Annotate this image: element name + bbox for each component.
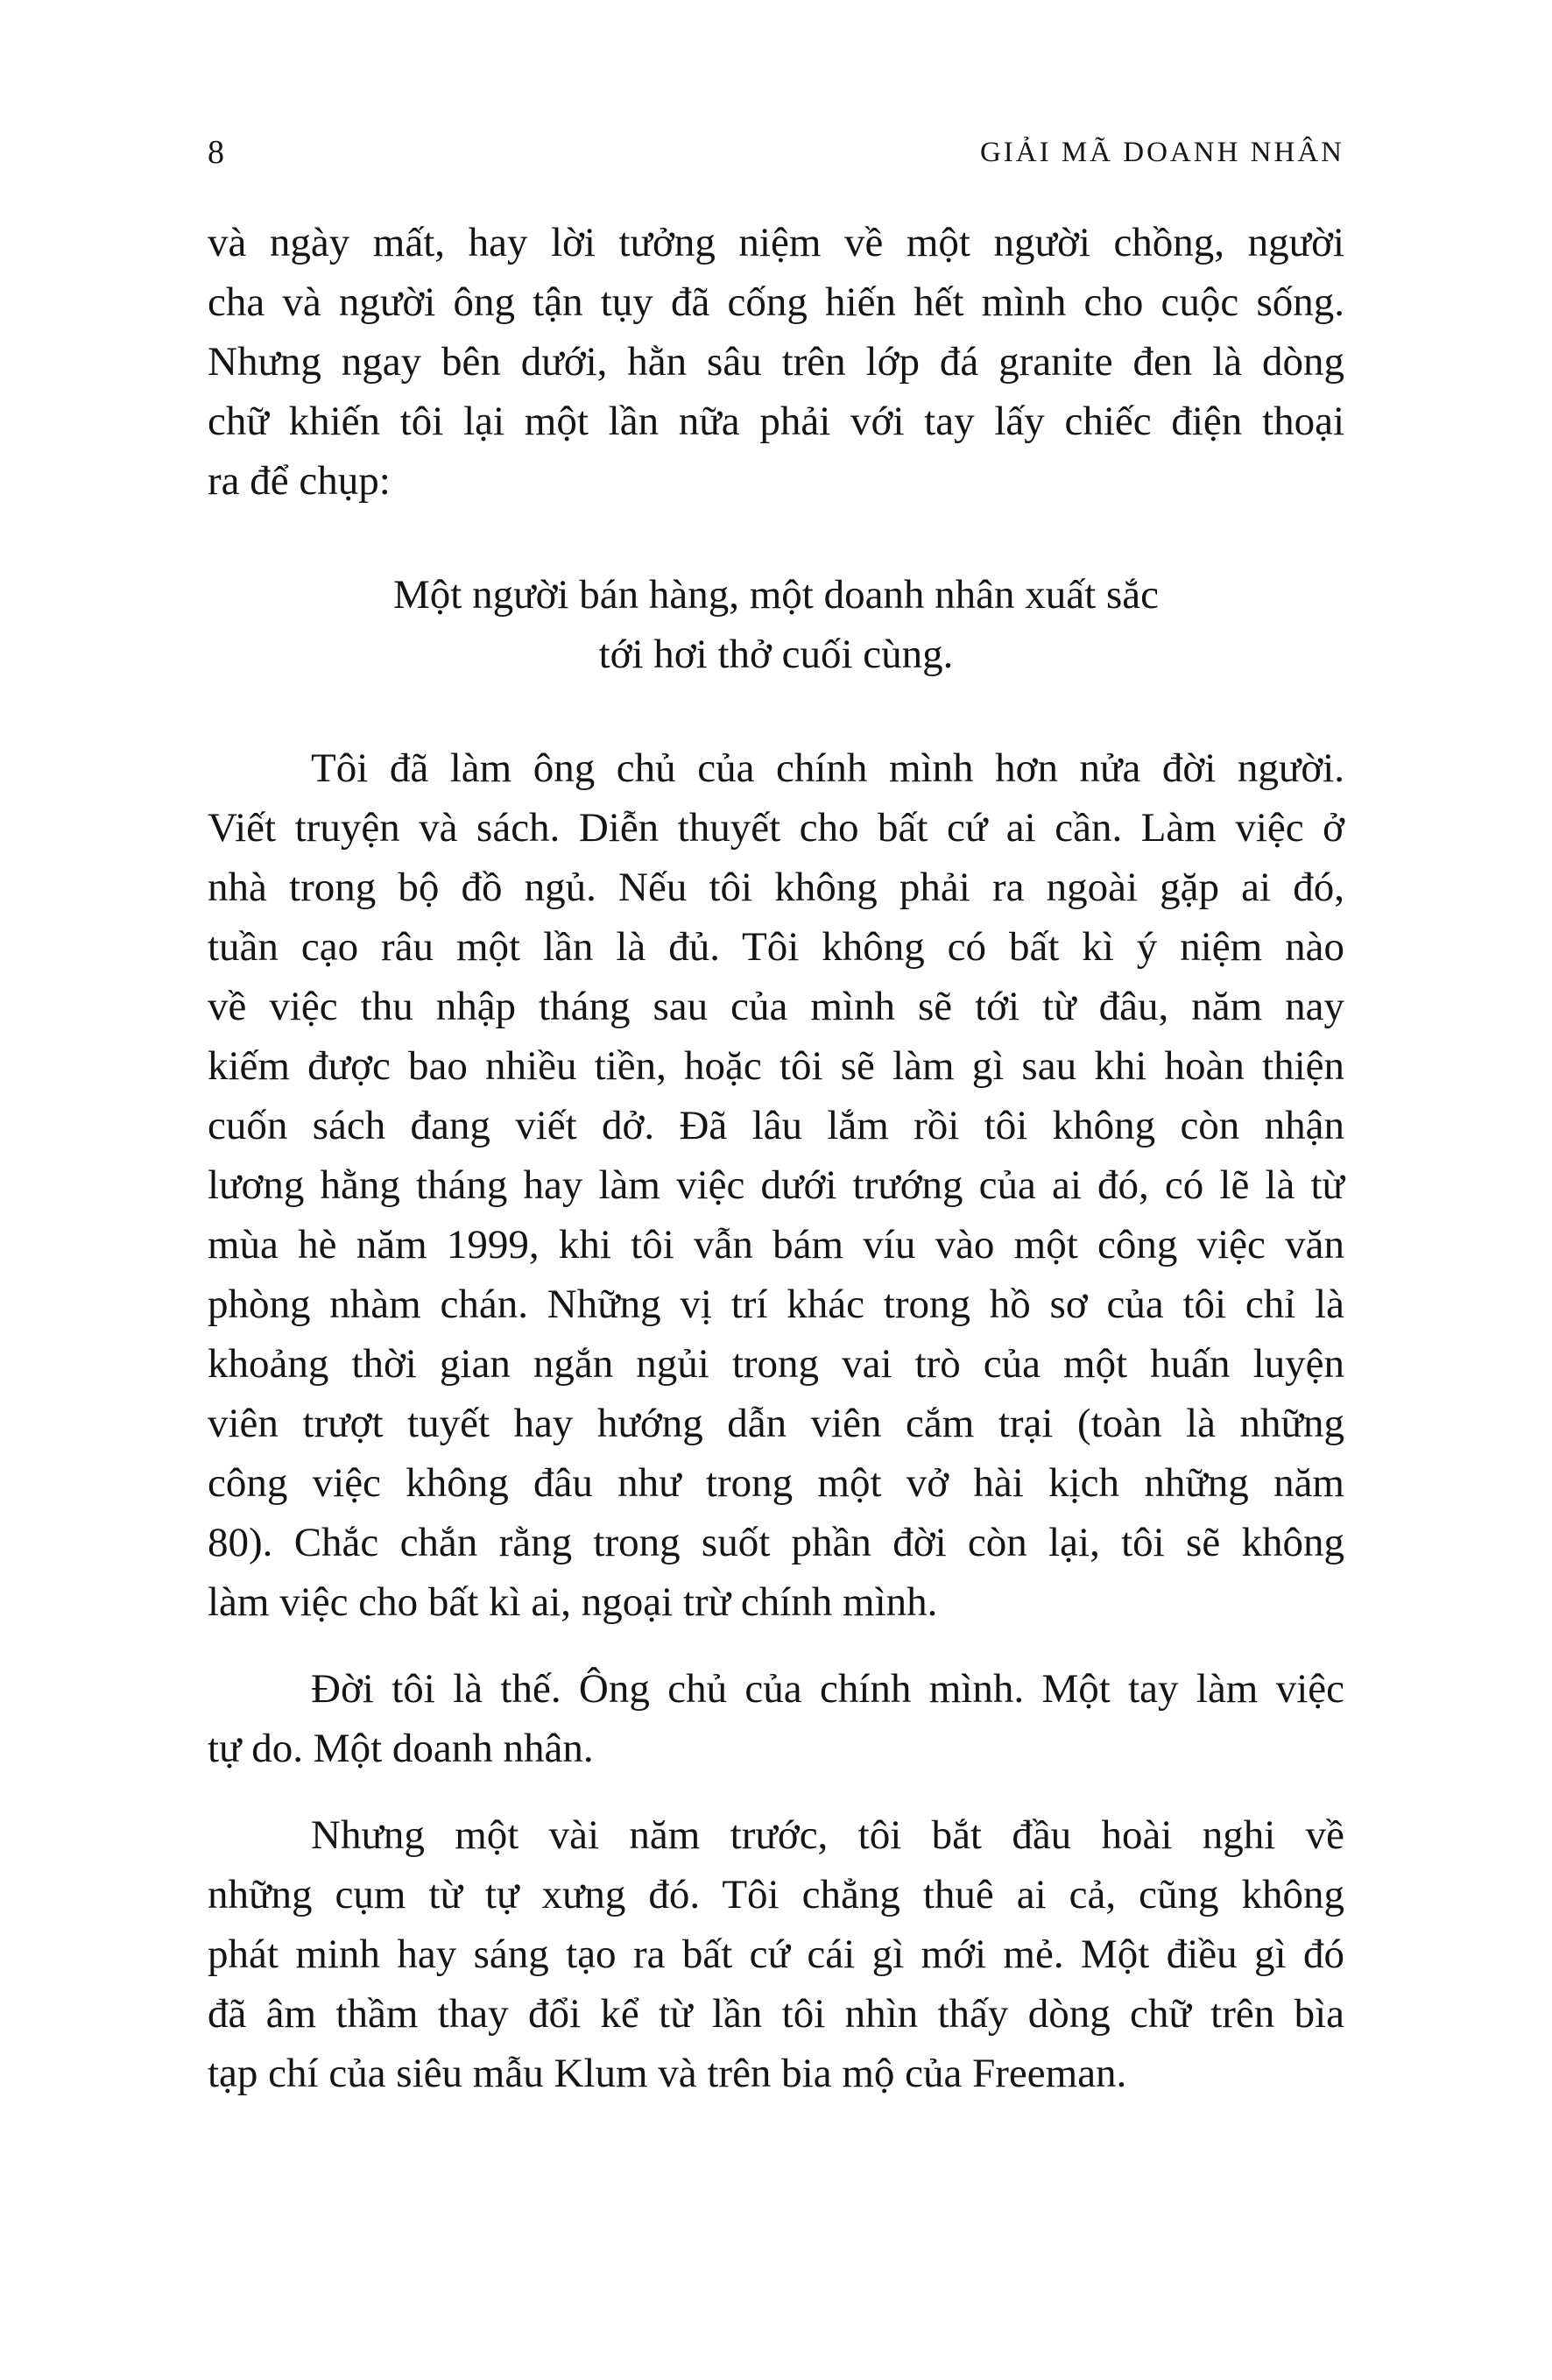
text-line: phòng nhàm chán. Những vị trí khác trong hồ sơ của tôi chỉ là <box>208 1282 1344 1327</box>
paragraph <box>208 213 1344 511</box>
quote-line: Một người bán hàng, một doanh nhân xuất sắc <box>393 572 1159 618</box>
text-line: Đời tôi là thế. Ông chủ của chính mình. Một tay làm việc <box>311 1666 1344 1712</box>
text-line: khoảng thời gian ngắn ngủi trong vai trò của một huấn luyện <box>208 1341 1344 1387</box>
text-line: Nhưng một vài năm trước, tôi bắt đầu hoài nghi về <box>311 1812 1344 1858</box>
text-line: về việc thu nhập tháng sau của mình sẽ tới từ đâu, năm nay <box>208 984 1344 1029</box>
text-line: viên trượt tuyết hay hướng dẫn viên cắm trại (toàn là những <box>208 1401 1344 1446</box>
epitaph-quote <box>208 565 1344 684</box>
text-line: mùa hè năm 1999, khi tôi vẫn bám víu vào một công việc văn <box>208 1222 1344 1268</box>
text-line: Tôi đã làm ông chủ của chính mình hơn nửa đời người. <box>311 745 1344 791</box>
text-line: chữ khiến tôi lại một lần nữa phải với tay lấy chiếc điện thoại <box>208 399 1344 444</box>
paragraph <box>208 1805 1344 2103</box>
text-line: lương hằng tháng hay làm việc dưới trướng của ai đó, có lẽ là từ <box>208 1162 1344 1208</box>
text-line: cuốn sách đang viết dở. Đã lâu lắm rồi tôi không còn nhận <box>208 1103 1344 1148</box>
page-body <box>208 213 1344 2103</box>
text-line: công việc không đâu như trong một vở hài kịch những năm <box>208 1460 1344 1506</box>
text-line: Nhưng ngay bên dưới, hằn sâu trên lớp đá granite đen là dòng <box>208 339 1344 385</box>
text-line: làm việc cho bất kì ai, ngoại trừ chính mình. <box>208 1579 938 1625</box>
text-line: nhà trong bộ đồ ngủ. Nếu tôi không phải ra ngoài gặp ai đó, <box>208 865 1344 910</box>
page-number: 8 <box>208 134 224 171</box>
text-line: tuần cạo râu một lần là đủ. Tôi không có bất kì ý niệm nào <box>208 924 1344 970</box>
text-line: và ngày mất, hay lời tưởng niệm về một người chồng, người <box>208 220 1344 265</box>
text-line: đã âm thầm thay đổi kể từ lần tôi nhìn thấy dòng chữ trên bìa <box>208 1991 1344 2037</box>
text-line: những cụm từ tự xưng đó. Tôi chẳng thuê ai cả, cũng không <box>208 1872 1344 1917</box>
text-line: ra để chụp: <box>208 458 391 504</box>
paragraph <box>208 1659 1344 1778</box>
text-line: 80). Chắc chắn rằng trong suốt phần đời còn lại, tôi sẽ không <box>208 1520 1344 1565</box>
paragraph <box>208 738 1344 1632</box>
text-line: Viết truyện và sách. Diễn thuyết cho bất cứ ai cần. Làm việc ở <box>208 805 1344 851</box>
text-line: kiếm được bao nhiều tiền, hoặc tôi sẽ làm gì sau khi hoàn thiện <box>208 1043 1344 1089</box>
text-line: tạp chí của siêu mẫu Klum và trên bia mộ của Freeman. <box>208 2051 1127 2096</box>
text-line: cha và người ông tận tụy đã cống hiến hết mình cho cuộc sống. <box>208 279 1344 325</box>
page-header <box>208 131 1344 173</box>
quote-line: tới hơi thở cuối cùng. <box>598 632 954 677</box>
text-line: phát minh hay sáng tạo ra bất cứ cái gì mới mẻ. Một điều gì đó <box>208 1932 1344 1977</box>
running-title: GIẢI MÃ DOANH NHÂN <box>979 136 1344 168</box>
text-line: tự do. Một doanh nhân. <box>208 1726 594 1771</box>
